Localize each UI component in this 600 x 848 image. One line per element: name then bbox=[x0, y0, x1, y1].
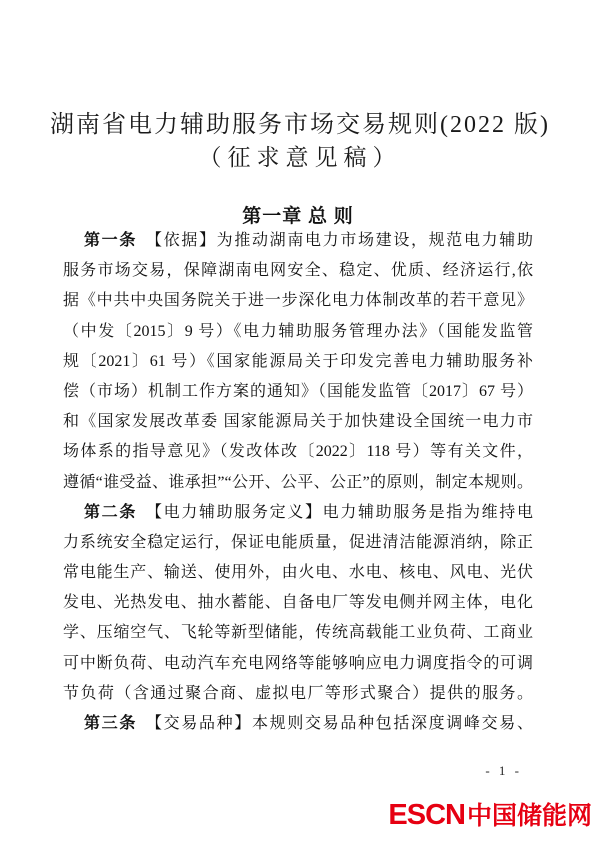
article-text: 【依据】为推动湖南电力市场建设，规范电力辅助 bbox=[146, 232, 533, 249]
text-line bbox=[63, 226, 533, 256]
text-line: 节负荷（含通过聚合商、虚拟电厂等形式聚合）提供的服务。 bbox=[63, 684, 533, 702]
text-line: 服务市场交易，保障湖南电网安全、稳定、优质、经济运行,依 bbox=[63, 262, 533, 280]
escn-logo bbox=[388, 800, 592, 831]
text-line: 可中断负荷、电动汽车充电网络等能够响应电力调度指令的可调 bbox=[63, 654, 533, 672]
paragraph bbox=[63, 709, 533, 739]
text-line: 常电能生产、输送、使用外，由火电、水电、核电、风电、光伏 bbox=[63, 564, 533, 582]
article-number: 第二条 bbox=[84, 503, 137, 521]
text-line: 偿（市场）机制工作方案的通知》（国能发监管〔2017〕67 号） bbox=[63, 382, 533, 400]
document-title: 湖南省电力辅助服务市场交易规则(2022 版) bbox=[50, 112, 550, 138]
text-line: （中发〔2015〕9 号）《电力辅助服务管理办法》（国能发监管 bbox=[63, 322, 533, 340]
chapter-heading: 第一章 总 则 bbox=[242, 206, 354, 227]
text-line: 场体系的指导意见》（发改体改〔2022〕118 号）等有关文件， bbox=[63, 443, 533, 461]
page-number: - 1 - bbox=[485, 763, 522, 778]
text-line bbox=[63, 709, 533, 739]
text-line: 遵循“谁受益、谁承担”“公开、公平、公正”的原则，制定本规则。 bbox=[63, 473, 533, 491]
text-line bbox=[63, 498, 533, 528]
article-text: 【交易品种】本规则交易品种包括深度调峰交易、 bbox=[146, 715, 533, 732]
text-line: 发电、光热发电、抽水蓄能、自备电厂等发电侧并网主体，电化 bbox=[63, 594, 533, 612]
article-text: 【电力辅助服务定义】电力辅助服务是指为维持电 bbox=[146, 503, 533, 521]
paragraph bbox=[63, 498, 533, 709]
text-line: 规〔2021〕61 号）《国家能源局关于印发完善电力辅助服务补 bbox=[63, 352, 533, 370]
escn-logo-latin-text: ESCN bbox=[388, 799, 465, 831]
article-number: 第三条 bbox=[84, 715, 137, 732]
text-line: 和《国家发展改革委 国家能源局关于加快建设全国统一电力市 bbox=[63, 413, 533, 431]
paragraph bbox=[63, 226, 533, 498]
text-line: 据《中共中央国务院关于进一步深化电力体制改革的若干意见》 bbox=[63, 292, 533, 310]
text-line: 学、压缩空气、飞轮等新型储能，传统高载能工业负荷、工商业 bbox=[63, 624, 533, 642]
text-line: 力系统安全稳定运行，保证电能质量，促进清洁能源消纳，除正 bbox=[63, 533, 533, 551]
article-number: 第一条 bbox=[84, 232, 137, 249]
document-subtitle: （征求意见稿） bbox=[198, 145, 402, 170]
escn-logo-chinese-text: 中国储能网 bbox=[466, 802, 592, 830]
document-body bbox=[63, 226, 533, 739]
